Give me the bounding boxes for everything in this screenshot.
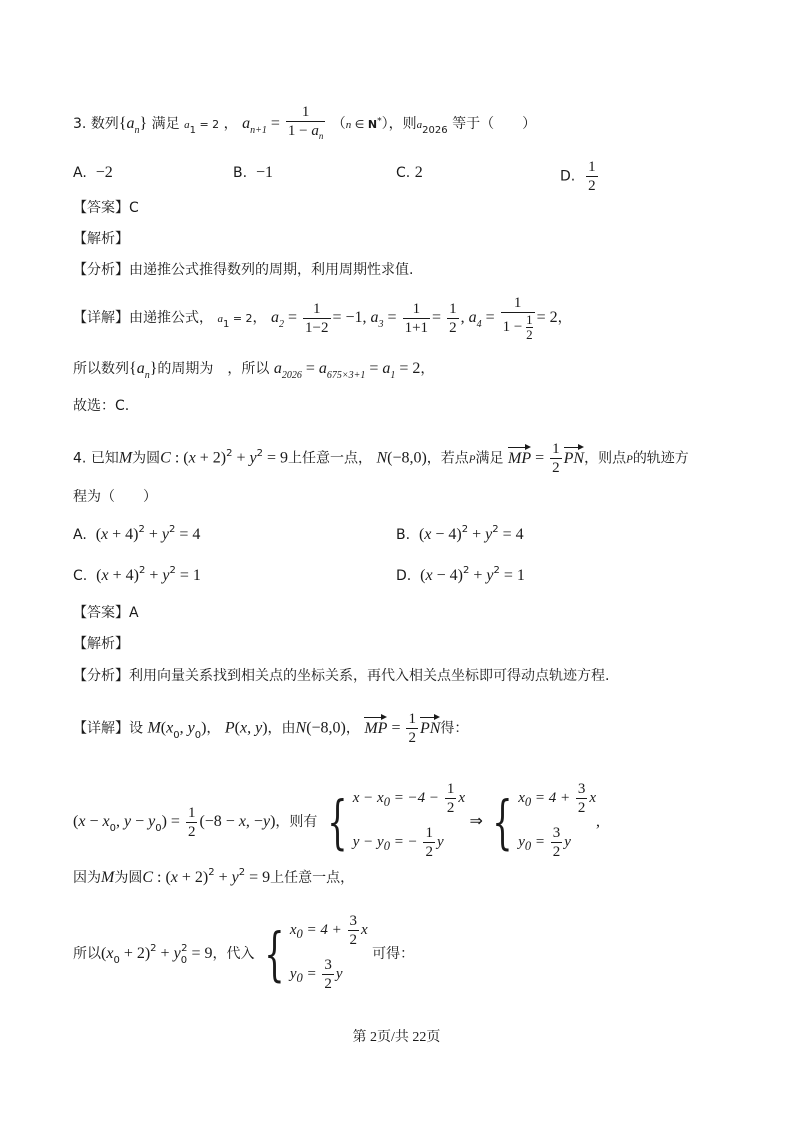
q4-because: 因为M为圆C : $(x + 2)^2 + y^2 = 9$上任意一点， [73,867,355,886]
q4-stem: 4. 已知M为圆C : $(x + 2)^2 + y^2 = 9$上任意一点， N(−8,0)，若点P满足 MP = $\frac{1}{2}$ PN，则点P的轨迹方 [73,441,689,476]
q3-conclusion: 故选：C. [73,398,130,414]
q4-stem-line2: 程为（ ） [73,489,157,505]
q4-system: ($x - x_0$, $y - y_0$) = $\frac{1}{2}$ (−8 − x, −y)，则有 { $x - x_0 = -4$ − $\frac{1}{2}$ x $y - y_0$ = − $\frac{1}{2}$ y ⇒ { $x_0 = 4$ + $\frac{3}{2}$ x $y_0$ = $\frac{3}{2}$ y , [73,781,601,861]
q3-answer: 【答案】C [73,200,139,216]
q3-option-d: D. $\frac{1}{2}$ [560,159,596,194]
q4-fenxi: 【分析】利用向量关系找到相关点的坐标关系，再代入相关点坐标即可得动点轨迹方程. [73,668,610,684]
q3-option-c: C. 2 [396,164,423,181]
q3-analysis-label: 【解析】 [73,231,129,247]
q4-analysis-label: 【解析】 [73,636,129,652]
q3-period: 所以数列$\{a_n\}$的周期为 ，所以 $a_{2026} = a_{675\times 3+1} = a_1 = 2$， [73,360,435,381]
q3-option-a: A. −2 [73,164,113,181]
q4-xiangjie: 【详解】设 $M(x_0$, $y_0$)， P(x, y)，由N(−8,0)， MP = $\frac{1}{2}$ PN得： [73,711,469,746]
page-footer: 第 2页/共 22页 [352,1030,441,1045]
q4-substitute: 所以$(x_0 + 2)^2 + y_0^2 = 9$，代入 { $x_0 = 4$ + $\frac{3}{2}$ x $y_0$ = $\frac{3}{2}$ y 可得： [73,913,415,993]
q4-answer: 【答案】A [73,605,139,621]
q3-stem: 3. 数列$\{a_n\}$ 满足 $a_1 = 2$ ， $a_{n+1}$ = $\frac{1}{1 - a_n}$ （n ∈ N*），则$a_{2026}$ 等于（ ） [73,104,537,141]
q3-option-b: B. −1 [233,164,273,181]
q3-xiangjie: 【详解】由递推公式， $a_1 = 2$， $a_2$ = $\frac{1}{1-2}$ = −1, $a_3$ = $\frac{1}{1+1}$ = $\frac{1}{2}$ , $a_4$ = 1 1 − $\frac{1}{2}$ = 2， [73,295,572,342]
q4-option-b: B. $(x - 4)^2 + y^2 = 4$ [396,524,524,543]
q4-option-a: A. $(x + 4)^2 + y^2 = 4$ [73,524,201,543]
q4-option-d: D. $(x - 4)^2 + y^2 = 1$ [396,565,525,584]
q3-fenxi: 【分析】由递推公式推得数列的周期，利用周期性求值. [73,262,414,278]
q4-option-c: C. $(x + 4)^2 + y^2 = 1$ [73,565,201,584]
